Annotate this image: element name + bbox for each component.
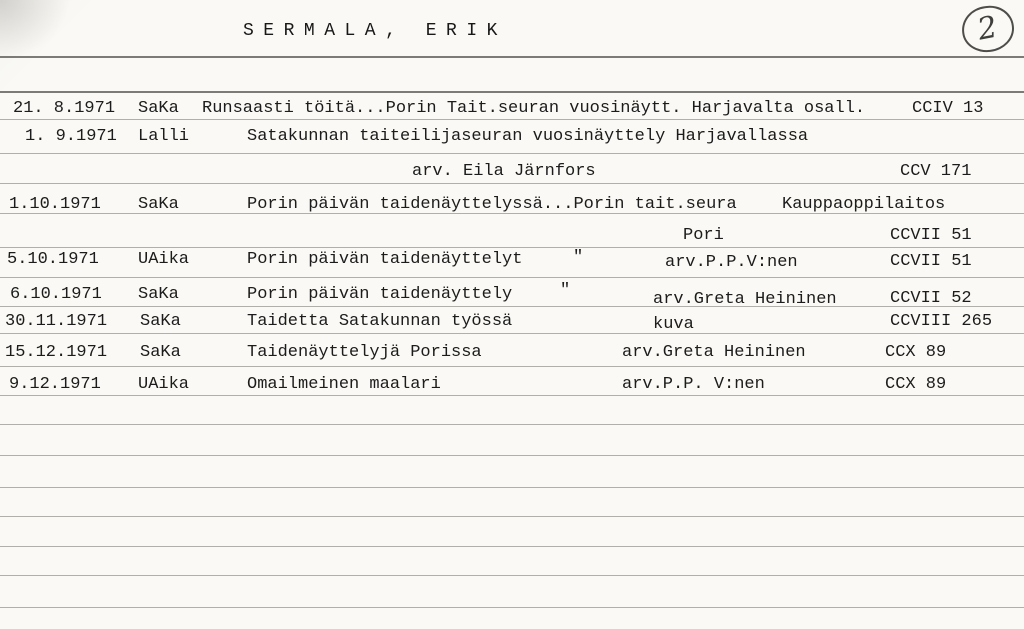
entry-row <box>0 250 1024 272</box>
entry-source: UAika <box>138 375 190 394</box>
entry-date: 1. 9.1971 <box>25 127 117 146</box>
entry-note: arv.P.P.V:nen <box>665 253 798 272</box>
ditto-mark: " <box>573 248 584 267</box>
entry-row <box>0 343 1024 365</box>
entry-note: arv. Eila Järnfors <box>412 162 596 181</box>
page-number: 2 <box>975 9 1001 48</box>
entry-ref: CCV 171 <box>900 162 972 181</box>
entry-date: 9.12.1971 <box>9 375 101 394</box>
entry-note: arv.P.P. V:nen <box>622 375 765 394</box>
entry-ref: CCVII 52 <box>890 289 972 308</box>
ruled-line <box>0 366 1024 367</box>
entry-source: SaKa <box>140 312 181 331</box>
ruled-line <box>0 277 1024 278</box>
entry-source: SaKa <box>138 285 179 304</box>
entry-venue: Kauppaoppilaitos <box>782 195 946 214</box>
entry-date: 30.11.1971 <box>5 312 108 331</box>
page-number-badge <box>959 3 1016 55</box>
entry-ref: CCVIII 265 <box>890 312 993 331</box>
entry-source: UAika <box>138 250 190 269</box>
entry-row <box>0 375 1024 397</box>
entry-ref: CCVII 51 <box>890 226 972 245</box>
entry-source: SaKa <box>138 195 179 214</box>
entry-date: 1.10.1971 <box>9 195 101 214</box>
entry-continuation-row <box>0 162 1024 184</box>
entry-text: Porin päivän taidenäyttely <box>247 285 513 304</box>
entry-text: Porin päivän taidenäyttelyt <box>247 250 523 269</box>
entry-date: 15.12.1971 <box>5 343 108 362</box>
entry-date: 5.10.1971 <box>7 250 99 269</box>
ruled-line <box>0 516 1024 517</box>
ruled-line <box>0 546 1024 547</box>
ruled-line <box>0 153 1024 154</box>
ruled-line <box>0 575 1024 576</box>
entry-text: Omailmeinen maalari <box>247 375 441 394</box>
ruled-line <box>0 455 1024 456</box>
entry-note: Pori <box>683 226 724 245</box>
ruled-line <box>0 607 1024 608</box>
header-rule <box>0 56 1024 58</box>
entry-text: Satakunnan taiteilijaseuran vuosinäyttely Harjavallassa <box>247 127 809 146</box>
entry-note: arv.Greta Heininen <box>653 290 837 309</box>
entry-note: kuva <box>653 315 694 334</box>
scan-corner-shadow <box>0 0 70 60</box>
entry-source: SaKa <box>140 343 181 362</box>
entry-row <box>0 195 1024 217</box>
entry-date: 6.10.1971 <box>10 285 102 304</box>
ditto-mark: " <box>560 281 571 300</box>
entry-text: Porin päivän taidenäyttelyssä...Porin tait.seura <box>247 195 737 214</box>
entry-text: Runsaasti töitä...Porin Tait.seuran vuosinäytt. Harjavalta osall. <box>202 99 866 118</box>
entry-ref: CCIV 13 <box>912 99 984 118</box>
entry-note: arv.Greta Heininen <box>622 343 806 362</box>
header-rule <box>0 91 1024 93</box>
entry-row <box>0 312 1024 334</box>
ruled-line <box>0 424 1024 425</box>
card-title: SERMALA, ERIK <box>243 21 507 41</box>
entry-row <box>0 281 1024 309</box>
entry-ref: CCX 89 <box>885 375 947 394</box>
entry-source: SaKa <box>138 99 179 118</box>
entry-ref: CCVII 51 <box>890 252 972 271</box>
entry-row <box>0 99 1024 121</box>
entry-continuation-row <box>0 226 1024 248</box>
entry-row <box>0 127 1024 149</box>
entry-date: 21. 8.1971 <box>13 99 116 118</box>
entry-text: Taidenäyttelyjä Porissa <box>247 343 482 362</box>
entry-ref: CCX 89 <box>885 343 947 362</box>
entry-text: Taidetta Satakunnan työssä <box>247 312 513 331</box>
entry-source: Lalli <box>138 127 190 146</box>
ruled-line <box>0 487 1024 488</box>
